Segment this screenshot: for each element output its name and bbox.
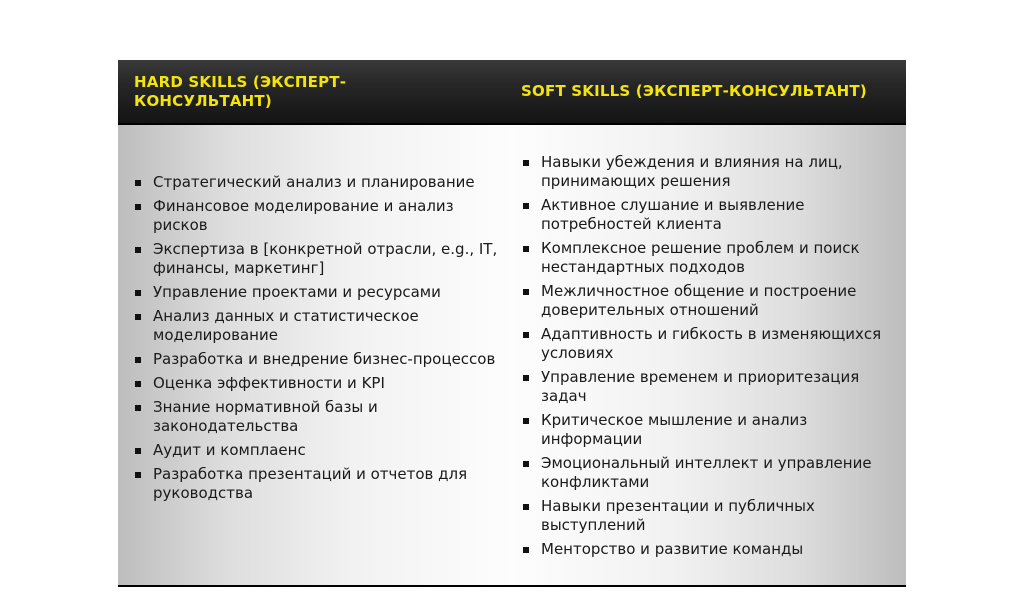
list-item — [153, 374, 498, 393]
list-item — [541, 368, 886, 406]
bullet-icon — [135, 381, 141, 387]
skill-text: Межличностное общение и построение доверительных отношений — [541, 282, 857, 319]
soft-skills-header: SOFT SKILLS (ЭКСПЕРТ-КОНСУЛЬТАНТ) — [521, 82, 867, 100]
table-header — [118, 60, 906, 125]
skill-text: Экспертиза в [конкретной отрасли, e.g., IT, финансы, маркетинг] — [153, 240, 498, 277]
skill-text: Финансовое моделирование и анализ рисков — [153, 197, 454, 234]
bullet-icon — [135, 247, 141, 253]
bullet-icon — [523, 332, 529, 338]
skill-text: Стратегический анализ и планирование — [153, 173, 475, 191]
skill-text: Оценка эффективности и KPI — [153, 374, 385, 392]
list-item — [153, 465, 498, 503]
list-item — [541, 540, 886, 559]
hard-skills-header: HARD SKILLS (ЭКСПЕРТ-КОНСУЛЬТАНТ) — [134, 73, 347, 110]
skill-text: Знание нормативной базы и законодательства — [153, 398, 378, 435]
bullet-icon — [523, 246, 529, 252]
bullet-icon — [523, 289, 529, 295]
bullet-icon — [523, 375, 529, 381]
bullet-icon — [135, 314, 141, 320]
skill-text: Разработка презентаций и отчетов для руководства — [153, 465, 468, 502]
skill-text: Комплексное решение проблем и поиск нестандартных подходов — [541, 239, 860, 276]
list-item — [153, 283, 498, 302]
skill-text: Разработка и внедрение бизнес-процессов — [153, 350, 496, 368]
bullet-icon — [135, 204, 141, 210]
hard-skills-list — [153, 173, 498, 508]
bullet-icon — [523, 418, 529, 424]
skill-text: Навыки убеждения и влияния на лиц, принимающих решения — [541, 153, 843, 190]
list-item — [541, 153, 886, 191]
list-item — [541, 282, 886, 320]
skill-text: Адаптивность и гибкость в изменяющихся условиях — [541, 325, 882, 362]
bullet-icon — [135, 290, 141, 296]
bullet-icon — [523, 160, 529, 166]
list-item — [153, 307, 498, 345]
skill-text: Анализ данных и статистическое моделирование — [153, 307, 419, 344]
list-item — [541, 239, 886, 277]
skill-text: Навыки презентации и публичных выступлений — [541, 497, 815, 534]
soft-skills-list — [541, 153, 886, 564]
list-item — [153, 441, 498, 460]
skill-text: Критическое мышление и анализ информации — [541, 411, 808, 448]
list-item — [541, 454, 886, 492]
bullet-icon — [135, 357, 141, 363]
list-item — [541, 411, 886, 449]
list-item — [541, 325, 886, 363]
bullet-icon — [523, 504, 529, 510]
list-item — [541, 497, 886, 535]
bullet-icon — [135, 405, 141, 411]
list-item — [153, 240, 498, 278]
skill-text: Аудит и комплаенс — [153, 441, 306, 459]
bullet-icon — [523, 461, 529, 467]
skill-text: Менторство и развитие команды — [541, 540, 804, 558]
skill-text: Управление временем и приоритезация задач — [541, 368, 860, 405]
bullet-icon — [135, 472, 141, 478]
table-body — [118, 125, 906, 587]
list-item — [153, 350, 498, 369]
bullet-icon — [523, 547, 529, 553]
skill-text: Активное слушание и выявление потребностей клиента — [541, 196, 805, 233]
list-item — [153, 197, 498, 235]
skills-table — [118, 60, 906, 587]
bullet-icon — [523, 203, 529, 209]
list-item — [153, 398, 498, 436]
bullet-icon — [135, 448, 141, 454]
skill-text: Эмоциональный интеллект и управление конфликтами — [541, 454, 872, 491]
bullet-icon — [135, 180, 141, 186]
list-item — [153, 173, 498, 192]
skill-text: Управление проектами и ресурсами — [153, 283, 441, 301]
list-item — [541, 196, 886, 234]
